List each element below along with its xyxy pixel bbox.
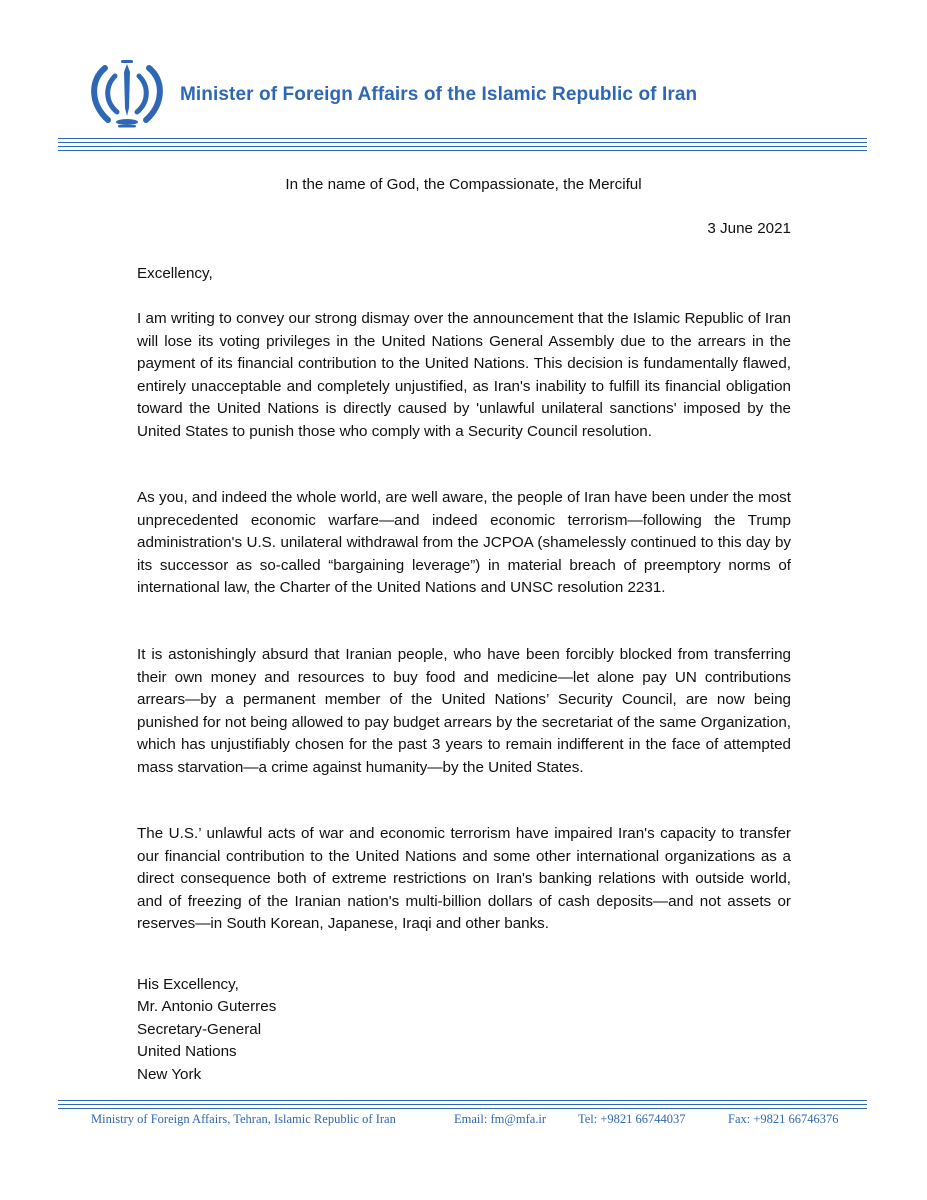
header-rule: [58, 150, 867, 151]
letterhead: [0, 0, 927, 160]
letter-date: 3 June 2021: [707, 220, 791, 237]
paragraph-4: The U.S.’ unlawful acts of war and economic terrorism have impaired Iran's capacity to transfer our financial contribution to the United Nations and some other international organizations as a direct consequence both of extreme restrictions on Iran's banking relations with outside world, and of freezing of the Iranian nation's multi-billion dollars of cash deposits—and not assets or reserves—in South Korean, Japanese, Iraqi and other banks.: [137, 825, 791, 932]
footer-rule: [58, 1100, 867, 1101]
addressee-line: Mr. Antonio Guterres: [137, 998, 277, 1016]
footer-contact-bar: [58, 1112, 867, 1132]
footer-fax: Fax: +9821 66746376: [728, 1112, 839, 1126]
ministry-title: Minister of Foreign Affairs of the Islamic Republic of Iran: [180, 84, 698, 105]
paragraph-2: As you, and indeed the whole world, are well aware, the people of Iran have been under the most unprecedented economic warfare—and indeed economic terrorism—following the Trump administration's U.S. unilateral withdrawal from the JCPOA (shamelessly continued to this day by its successor as so-called “bargaining leverage”) in material breach of preemptory norms of international law, the Charter of the United Nations and UNSC resolution 2231.: [137, 489, 791, 596]
paragraph-3: It is astonishingly absurd that Iranian people, who have been forcibly blocked from transferring their own money and resources to buy food and medicine—let alone pay UN contributions arrears—by a permanent member of the United Nations’ Security Council, are now being punished for not being allowed to pay budget arrears by the secretariat of the same Organization, which has unjustifiably chosen for the past 3 years to remain indifferent in the face of attempted mass starvation—a crime against humanity—by the United States.: [137, 646, 791, 776]
addressee-block: [137, 974, 276, 1086]
header-rule: [58, 142, 867, 143]
invocation-line: In the name of God, the Compassionate, the Merciful: [285, 176, 642, 193]
header-rule: [58, 146, 867, 147]
iran-emblem-icon: [88, 58, 166, 130]
paragraph-1: I am writing to convey our strong dismay over the announcement that the Islamic Republic of Iran will lose its voting privileges in the United Nations General Assembly due to the arrears in the payment of its financial contribution to the United Nations. This decision is fundamentally flawed, entirely unacceptable and completely unjustified, as Iran's inability to fulfill its financial obligation toward the United Nations is directly caused by 'unlawful unilateral sanctions' imposed by the United States to punish those who comply with a Security Council resolution.: [137, 310, 791, 440]
addressee-line: His Excellency,: [137, 976, 239, 993]
header-rule: [58, 138, 867, 139]
footer-rule: [58, 1104, 867, 1105]
footer-organization: Ministry of Foreign Affairs, Tehran, Islamic Republic of Iran: [91, 1112, 396, 1126]
addressee-line: Secretary-General: [137, 1020, 262, 1038]
footer-tel: Tel: +9821 66744037: [578, 1112, 686, 1126]
footer-email: Email: fm@mfa.ir: [454, 1112, 547, 1126]
addressee-line: New York: [137, 1065, 202, 1083]
addressee-line: United Nations: [137, 1043, 237, 1061]
salutation: Excellency,: [137, 265, 213, 282]
footer-rule: [58, 1108, 867, 1109]
